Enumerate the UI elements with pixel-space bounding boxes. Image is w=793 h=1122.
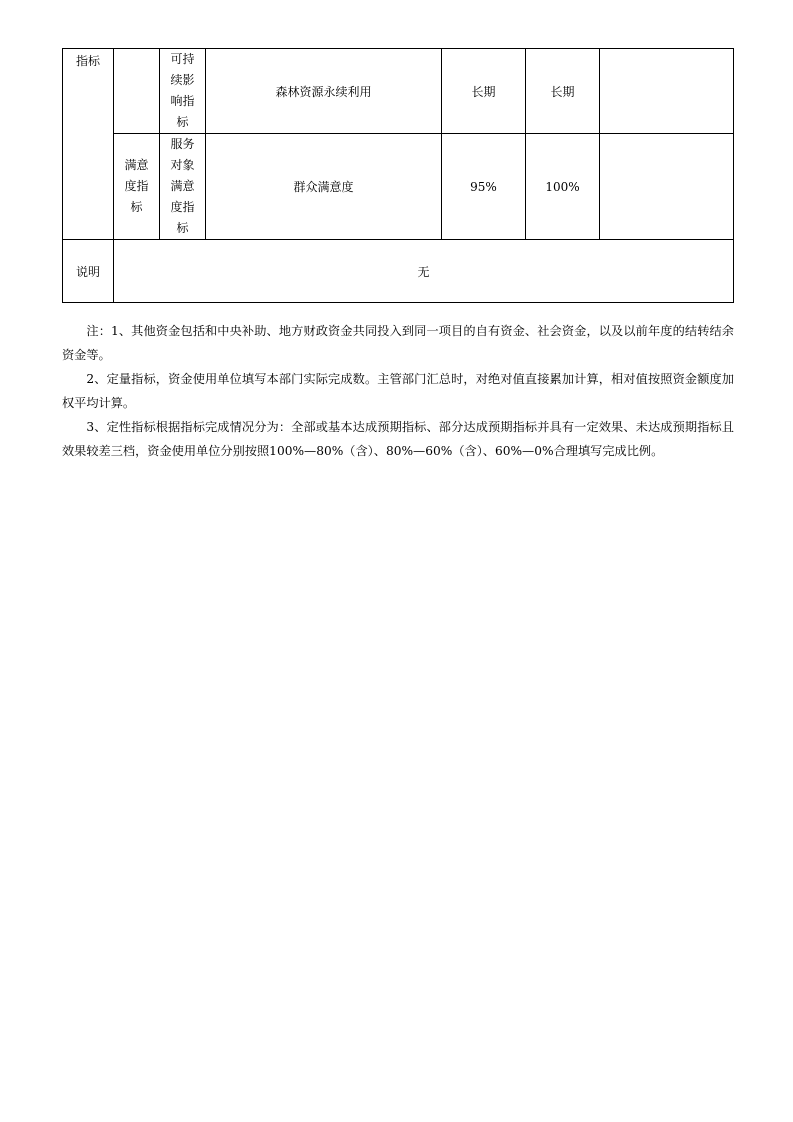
description-value-cell: [114, 240, 734, 303]
secondary-indicator-cell: [114, 49, 160, 134]
remark-cell: [600, 49, 734, 134]
table-row: [63, 134, 734, 240]
actual-value-cell: [526, 134, 600, 240]
footnote-2: 2、定量指标，资金使用单位填写本部门实际完成数。主管部门汇总时，对绝对值直接累加计算，相对值按照资金额度加权平均计算。: [62, 372, 734, 410]
indicator-category-label: 指标: [75, 54, 100, 68]
description-label-cell: [63, 240, 114, 303]
indicator-name-cell: [206, 49, 442, 134]
footnotes: [62, 319, 734, 463]
tertiary-indicator-cell: [160, 49, 206, 134]
actual-value: 100%: [545, 179, 580, 194]
footnote-3: 3、定性指标根据指标完成情况分为：全部或基本达成预期指标、部分达成预期指标并具有一定效果、未达成预期指标且效果较差三档，资金使用单位分别按照100%—80%（含）、80%—60%（含）、60%—0%合理填写完成比例。: [62, 420, 734, 458]
remark-cell: [600, 134, 734, 240]
table-row: [63, 240, 734, 303]
indicator-name-cell: [206, 134, 442, 240]
secondary-indicator-cell: [114, 134, 160, 240]
indicator-name: 群众满意度: [293, 180, 354, 194]
table-row: [63, 49, 734, 134]
target-value: 95%: [470, 179, 497, 194]
target-value: 长期: [471, 84, 496, 99]
actual-value: 长期: [550, 84, 575, 99]
target-value-cell: [442, 134, 526, 240]
footnote-1: 注：1、其他资金包括和中央补助、地方财政资金共同投入到同一项目的自有资金、社会资金，以及以前年度的结转结余资金等。: [62, 324, 734, 362]
indicator-category-cell: [63, 49, 114, 240]
tertiary-indicator-label: 可持续影响指标: [170, 52, 195, 129]
target-value-cell: [442, 49, 526, 134]
indicator-name: 森林资源永续利用: [275, 84, 372, 99]
performance-indicator-table: [62, 48, 734, 303]
tertiary-indicator-cell: [160, 134, 206, 240]
actual-value-cell: [526, 49, 600, 134]
description-value: 无: [417, 264, 430, 279]
description-label: 说明: [75, 264, 100, 279]
tertiary-indicator-label: 服务对象满意度指标: [170, 137, 195, 235]
secondary-indicator-label: 满意度指标: [124, 158, 149, 214]
